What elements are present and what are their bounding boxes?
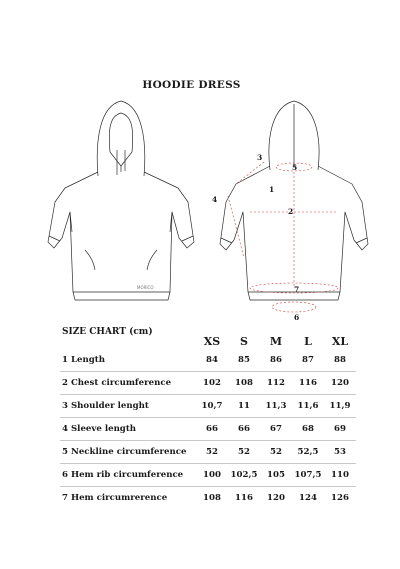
table-row <box>60 349 356 372</box>
table-row <box>60 487 356 510</box>
measurement-value: 52,5 <box>292 441 324 464</box>
measurement-value: 126 <box>331 493 349 503</box>
measurement-value: 84 <box>196 349 228 372</box>
marker-7: 7 <box>294 285 300 294</box>
measurement-value: 107,5 <box>292 464 324 487</box>
measurement-value: 102,5 <box>228 464 260 487</box>
measurement-value: 69 <box>324 418 356 441</box>
measurement-value: 52 <box>196 441 228 464</box>
size-header: M <box>269 334 283 348</box>
measurement-value: 66 <box>228 418 260 441</box>
measurement-value: 116 <box>235 493 253 503</box>
page-title: HOODIE DRESS <box>142 79 241 91</box>
measurement-label: 1 Length <box>60 349 196 372</box>
hoodie-technical-drawing <box>0 95 400 325</box>
marker-6: 6 <box>294 313 300 322</box>
table-row <box>60 418 356 441</box>
table-row <box>60 395 356 418</box>
measurement-value: 120 <box>267 493 285 503</box>
marker-5: 5 <box>292 163 298 172</box>
measurement-value: 112 <box>260 372 292 395</box>
size-header: XS <box>203 334 221 348</box>
measurement-value: 11,6 <box>292 395 324 418</box>
measurement-value: 105 <box>260 464 292 487</box>
measurement-label: 3 Shoulder lenght <box>60 395 196 418</box>
measurement-value: 53 <box>324 441 356 464</box>
size-chart-table <box>60 333 356 509</box>
measurement-value: 68 <box>292 418 324 441</box>
size-header: L <box>304 334 312 348</box>
measurement-value: 86 <box>260 349 292 372</box>
measurement-value: 67 <box>260 418 292 441</box>
marker-1: 1 <box>269 185 275 194</box>
marker-2: 2 <box>288 207 294 216</box>
marker-3: 3 <box>257 153 263 162</box>
table-row <box>60 441 356 464</box>
front-view <box>48 101 194 300</box>
brand-logo: MORICO <box>137 285 154 290</box>
size-header: XL <box>331 334 349 348</box>
measurement-label: 5 Neckline circumference <box>60 441 196 464</box>
size-chart-title: SIZE CHART (cm) <box>62 327 153 337</box>
measurement-value: 52 <box>228 441 260 464</box>
measurement-value: 100 <box>196 464 228 487</box>
marker-4: 4 <box>212 195 218 204</box>
measurement-label: 6 Hem rib circumference <box>60 464 196 487</box>
measurement-value: 116 <box>292 372 324 395</box>
size-header-row <box>60 333 356 349</box>
table-row <box>60 372 356 395</box>
table-row <box>60 464 356 487</box>
measurement-value: 52 <box>260 441 292 464</box>
measurement-label: 7 Hem circumrerence <box>62 493 168 503</box>
measurement-value: 88 <box>324 349 356 372</box>
measurement-value: 66 <box>196 418 228 441</box>
measurement-value: 110 <box>324 464 356 487</box>
measurement-value: 10,7 <box>196 395 228 418</box>
size-header: S <box>240 334 248 348</box>
measurement-label: 2 Chest circumference <box>60 372 196 395</box>
measurement-label: 4 Sleeve length <box>60 418 196 441</box>
measurement-value: 102 <box>196 372 228 395</box>
measurement-value: 85 <box>228 349 260 372</box>
measurement-value: 108 <box>203 493 221 503</box>
measurement-value: 11,3 <box>260 395 292 418</box>
measurement-value: 87 <box>292 349 324 372</box>
measurement-value: 11 <box>228 395 260 418</box>
measurement-value: 11,9 <box>324 395 356 418</box>
measurement-value: 108 <box>228 372 260 395</box>
measurement-value: 120 <box>324 372 356 395</box>
measurement-value: 124 <box>299 493 317 503</box>
